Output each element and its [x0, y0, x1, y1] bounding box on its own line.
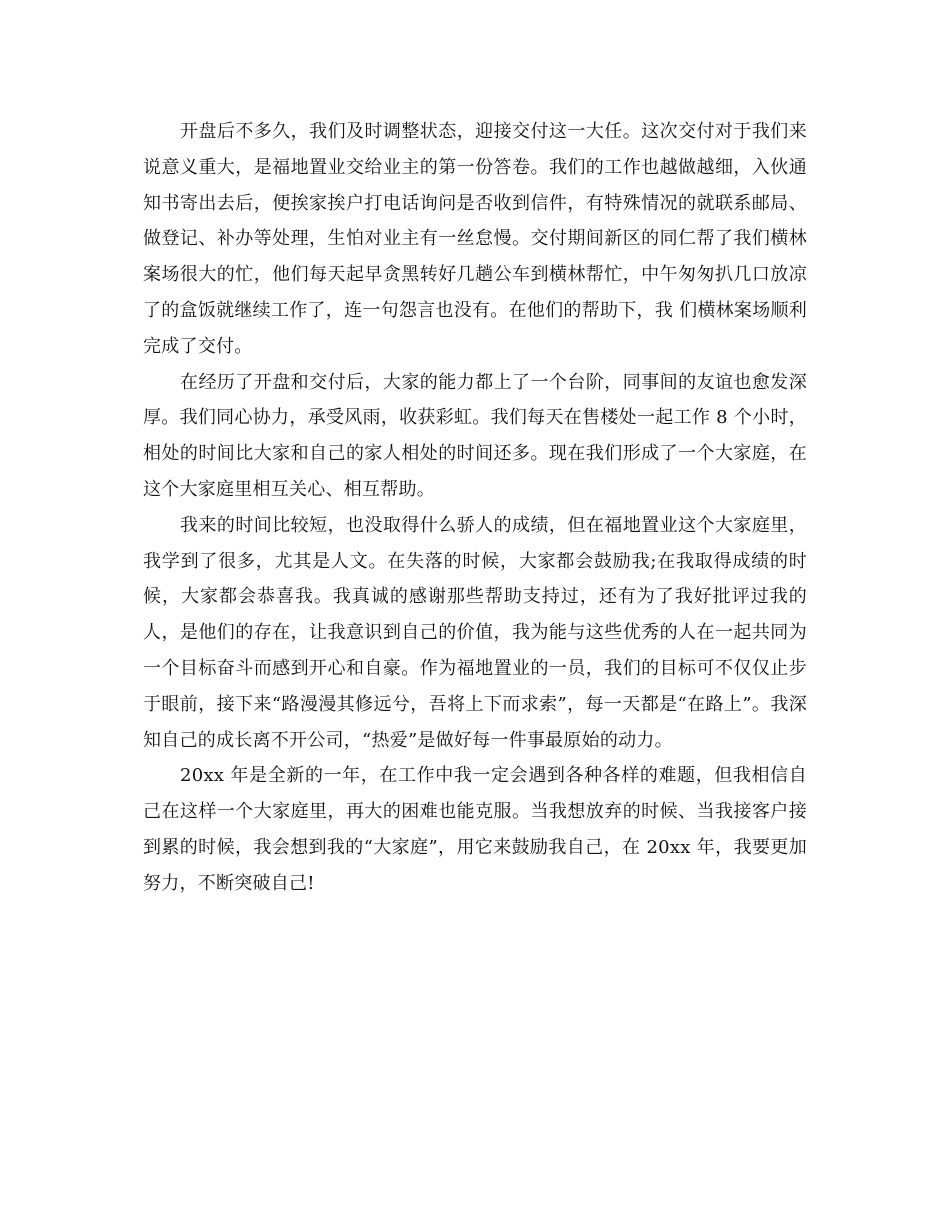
document-body: [143, 114, 807, 902]
paragraph-3: 我来的时间比较短，也没取得什么骄人的成绩，但在福地置业这个大家庭里，我学到了很多，尤其是人文。在失落的时候，大家都会鼓励我;在我取得成绩的时候，大家都会恭喜我。我真诚的感谢那些帮助支持过，还有为了我好批评过我的人，是他们的存在，让我意识到自己的价值，我为能与这些优秀的人在一起共同为一个目标奋斗而感到开心和自豪。作为福地置业的一员，我们的目标可不仅仅止步于眼前，接下来“路漫漫其修远兮，吾将上下而求索”，每一天都是“在路上”。我深知自己的成长离不开公司，“热爱”是做好每一件事最原始的动力。: [143, 514, 807, 751]
paragraph-4: 20xx 年是全新的一年，在工作中我一定会遇到各种各样的难题，但我相信自己在这样一个大家庭里，再大的困难也能克服。当我想放弃的时候、当我接客户接到累的时候，我会想到我的“大家庭”，用它来鼓励我自己，在 20xx 年，我要更加努力，不断突破自己!: [143, 765, 807, 894]
paragraph-1: 开盘后不多久，我们及时调整状态，迎接交付这一大任。这次交付对于我们来说意义重大，是福地置业交给业主的第一份答卷。我们的工作也越做越细，入伙通知书寄出去后，便挨家挨户打电话询问是否收到信件，有特殊情况的就联系邮局、做登记、补办等处理，生怕对业主有一丝怠慢。交付期间新区的同仁帮了我们横林案场很大的忙，他们每天起早贪黑转好几趟公车到横林帮忙，中午匆匆扒几口放凉了的盒饭就继续工作了，连一句怨言也没有。在他们的帮助下，我 们横林案场顺利完成了交付。: [143, 121, 807, 357]
paragraph-2: 在经历了开盘和交付后，大家的能力都上了一个台阶，同事间的友谊也愈发深厚。我们同心协力，承受风雨，收获彩虹。我们每天在售楼处一起工作 8 个小时，相处的时间比大家和自己的家人相处的时间还多。现在我们形成了一个大家庭，在这个大家庭里相互关心、相互帮助。: [143, 371, 807, 500]
